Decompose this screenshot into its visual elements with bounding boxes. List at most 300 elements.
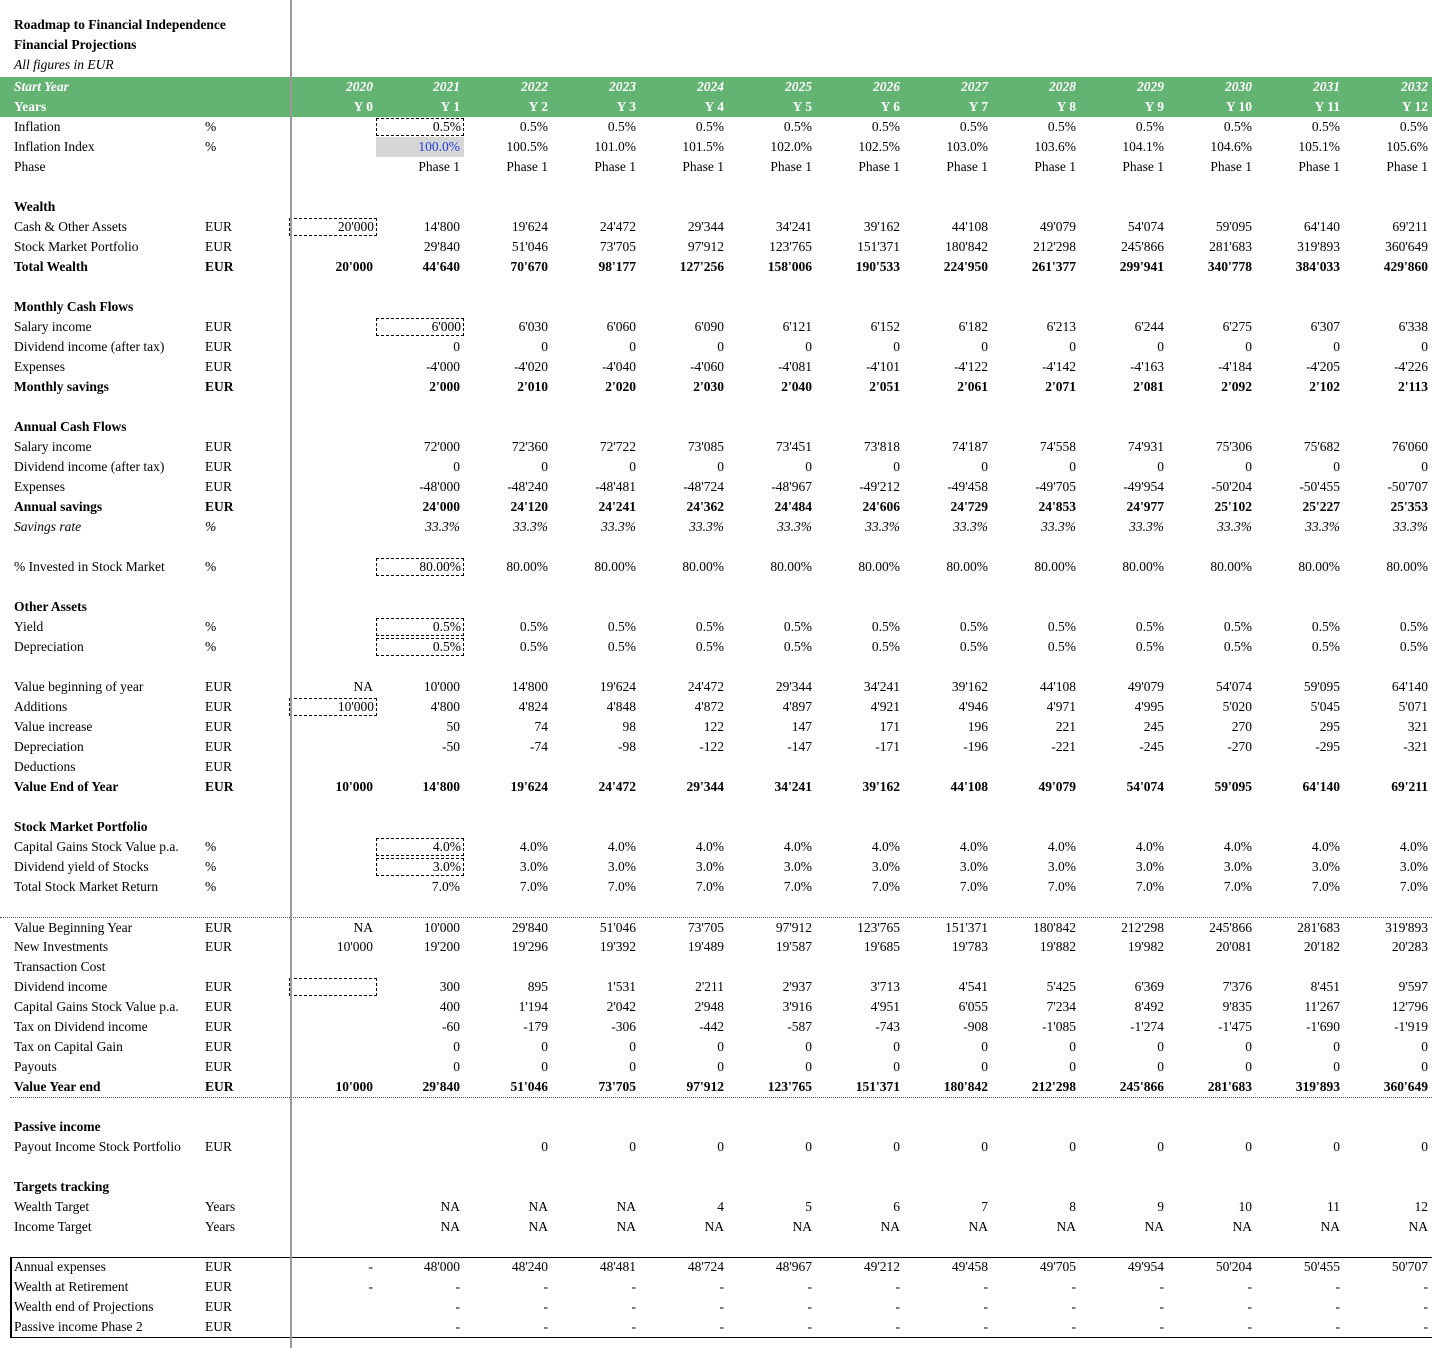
cell-2031[interactable]: 2031 xyxy=(1313,79,1340,94)
cell-2031[interactable]: 80.00% xyxy=(1298,559,1340,574)
cell-2026[interactable]: 19'685 xyxy=(863,939,900,954)
cell-2022[interactable]: -74 xyxy=(530,739,548,754)
cell-2031[interactable]: 59'095 xyxy=(1303,679,1340,694)
cell-2023[interactable]: 4'848 xyxy=(606,699,636,714)
cell-2029[interactable]: Y 9 xyxy=(1144,99,1164,114)
cell-2021[interactable]: 0 xyxy=(453,1039,460,1054)
cell-2024[interactable]: 0 xyxy=(717,1059,724,1074)
cell-2026[interactable]: -49'212 xyxy=(859,479,900,494)
cell-2023[interactable]: 101.0% xyxy=(594,139,636,154)
cell-2027[interactable]: 103.0% xyxy=(946,139,988,154)
cell-2027[interactable]: - xyxy=(983,1279,988,1294)
cell-2024[interactable]: -442 xyxy=(699,1019,724,1034)
cell-2032[interactable]: 0.5% xyxy=(1399,619,1428,634)
cell-2026[interactable]: -4'101 xyxy=(866,359,900,374)
cell-2032[interactable]: 69'211 xyxy=(1391,779,1428,794)
cell-2024[interactable]: 48'724 xyxy=(687,1259,724,1274)
cell-2028[interactable]: - xyxy=(1071,1279,1076,1294)
cell-2030[interactable]: 50'204 xyxy=(1215,1259,1252,1274)
cell-2029[interactable]: 2'081 xyxy=(1133,379,1164,394)
cell-2020[interactable]: 10'000 xyxy=(289,698,377,716)
cell-2032[interactable]: 76'060 xyxy=(1391,439,1428,454)
cell-2023[interactable]: 0.5% xyxy=(607,619,636,634)
cell-2021[interactable]: 4'800 xyxy=(430,699,460,714)
cell-2030[interactable]: 0.5% xyxy=(1223,119,1252,134)
cell-2030[interactable]: 0.5% xyxy=(1223,619,1252,634)
cell-2021[interactable]: -48'000 xyxy=(419,479,460,494)
cell-2022[interactable]: NA xyxy=(528,1219,548,1234)
cell-2025[interactable]: -147 xyxy=(787,739,812,754)
cell-2023[interactable]: 80.00% xyxy=(594,559,636,574)
cell-2023[interactable]: -48'481 xyxy=(595,479,636,494)
cell-2031[interactable]: Y 11 xyxy=(1314,99,1340,114)
cell-2028[interactable]: 0 xyxy=(1069,1059,1076,1074)
cell-2029[interactable]: 245'866 xyxy=(1119,1079,1164,1094)
cell-2029[interactable]: 3.0% xyxy=(1135,859,1164,874)
cell-2028[interactable]: 0 xyxy=(1069,1139,1076,1154)
cell-2030[interactable]: 10 xyxy=(1238,1199,1252,1214)
cell-2031[interactable]: Phase 1 xyxy=(1298,159,1340,174)
cell-2025[interactable]: 33.3% xyxy=(777,519,812,534)
cell-2021[interactable]: -4'000 xyxy=(426,359,460,374)
cell-2029[interactable]: 0 xyxy=(1157,1059,1164,1074)
cell-2022[interactable]: 3.0% xyxy=(519,859,548,874)
cell-2031[interactable]: 8'451 xyxy=(1310,979,1340,994)
cell-2027[interactable]: 7 xyxy=(981,1199,988,1214)
cell-2030[interactable]: 59'095 xyxy=(1215,219,1252,234)
cell-2022[interactable]: 72'360 xyxy=(511,439,548,454)
cell-2029[interactable]: -4'163 xyxy=(1130,359,1164,374)
cell-2028[interactable]: 33.3% xyxy=(1041,519,1076,534)
cell-2028[interactable]: 2028 xyxy=(1049,79,1076,94)
cell-2027[interactable]: 49'458 xyxy=(951,1259,988,1274)
cell-2021[interactable]: 4.0% xyxy=(376,838,464,856)
cell-2021[interactable]: 14'800 xyxy=(423,219,460,234)
cell-2030[interactable]: 5'020 xyxy=(1222,699,1252,714)
cell-2029[interactable]: 74'931 xyxy=(1127,439,1164,454)
cell-2030[interactable]: 0 xyxy=(1245,339,1252,354)
cell-2030[interactable]: 80.00% xyxy=(1210,559,1252,574)
cell-2020[interactable]: 10'000 xyxy=(335,779,373,794)
cell-2028[interactable]: 0.5% xyxy=(1047,119,1076,134)
cell-2021[interactable]: 33.3% xyxy=(425,519,460,534)
cell-2023[interactable]: 0 xyxy=(629,459,636,474)
cell-2024[interactable]: 127'256 xyxy=(679,259,724,274)
cell-2030[interactable]: 25'102 xyxy=(1214,499,1252,514)
cell-2030[interactable]: 4.0% xyxy=(1223,839,1252,854)
cell-2021[interactable]: 0 xyxy=(453,339,460,354)
cell-2027[interactable]: 6'182 xyxy=(958,319,988,334)
cell-2026[interactable]: 190'533 xyxy=(855,259,900,274)
cell-2030[interactable]: 245'866 xyxy=(1209,920,1252,935)
cell-2030[interactable]: - xyxy=(1247,1299,1252,1314)
cell-2028[interactable]: 0.5% xyxy=(1047,639,1076,654)
cell-2026[interactable]: 3'713 xyxy=(870,979,900,994)
cell-2024[interactable]: 0 xyxy=(717,1139,724,1154)
cell-2032[interactable]: -321 xyxy=(1403,739,1428,754)
cell-2031[interactable]: -4'205 xyxy=(1306,359,1340,374)
cell-2029[interactable]: 54'074 xyxy=(1126,779,1164,794)
cell-2023[interactable]: 0.5% xyxy=(607,639,636,654)
cell-2025[interactable]: 2'937 xyxy=(782,979,812,994)
cell-2026[interactable]: 4'921 xyxy=(870,699,900,714)
cell-2031[interactable]: 64'140 xyxy=(1303,219,1340,234)
cell-2027[interactable]: 74'187 xyxy=(951,439,988,454)
cell-2029[interactable]: 2029 xyxy=(1137,79,1164,94)
cell-2021[interactable]: 3.0% xyxy=(376,858,464,876)
cell-2031[interactable]: 0 xyxy=(1333,1139,1340,1154)
cell-2029[interactable]: 9 xyxy=(1157,1199,1164,1214)
cell-2024[interactable]: -4'060 xyxy=(690,359,724,374)
cell-2026[interactable]: - xyxy=(895,1319,900,1334)
cell-2023[interactable]: 0 xyxy=(629,1059,636,1074)
cell-2027[interactable]: 0 xyxy=(981,459,988,474)
cell-2030[interactable]: 0 xyxy=(1245,1059,1252,1074)
cell-2025[interactable]: -4'081 xyxy=(778,359,812,374)
cell-2021[interactable]: 29'840 xyxy=(423,239,460,254)
cell-2026[interactable]: 0.5% xyxy=(871,119,900,134)
cell-2027[interactable]: -4'122 xyxy=(954,359,988,374)
cell-2022[interactable]: 7.0% xyxy=(519,879,548,894)
cell-2029[interactable]: 4.0% xyxy=(1135,839,1164,854)
cell-2024[interactable]: 2024 xyxy=(697,79,724,94)
cell-2026[interactable]: 0.5% xyxy=(871,619,900,634)
cell-2024[interactable]: 0.5% xyxy=(695,119,724,134)
cell-2024[interactable]: 0 xyxy=(717,339,724,354)
cell-2024[interactable]: 73'705 xyxy=(687,920,724,935)
cell-2023[interactable]: 6'060 xyxy=(606,319,636,334)
cell-2021[interactable]: 100.0% xyxy=(376,137,464,157)
cell-2025[interactable]: - xyxy=(807,1279,812,1294)
cell-2025[interactable]: 2025 xyxy=(785,79,812,94)
cell-2022[interactable]: 6'030 xyxy=(518,319,548,334)
cell-2028[interactable]: 180'842 xyxy=(1033,920,1076,935)
cell-2031[interactable]: - xyxy=(1335,1279,1340,1294)
cell-2021[interactable]: -50 xyxy=(442,739,460,754)
cell-2027[interactable]: 0 xyxy=(981,1039,988,1054)
cell-2021[interactable]: NA xyxy=(440,1219,460,1234)
cell-2024[interactable]: 4 xyxy=(717,1199,724,1214)
cell-2026[interactable]: 0 xyxy=(893,339,900,354)
cell-2029[interactable]: 104.1% xyxy=(1122,139,1164,154)
cell-2026[interactable]: 4'951 xyxy=(870,999,900,1014)
cell-2022[interactable]: 0.5% xyxy=(519,619,548,634)
cell-2031[interactable]: - xyxy=(1335,1299,1340,1314)
cell-2030[interactable]: 7'376 xyxy=(1222,979,1252,994)
cell-2031[interactable]: 11'267 xyxy=(1304,999,1340,1014)
cell-2027[interactable]: 44'108 xyxy=(950,779,988,794)
cell-2028[interactable]: 212'298 xyxy=(1033,239,1076,254)
cell-2031[interactable]: - xyxy=(1335,1319,1340,1334)
cell-2021[interactable]: -60 xyxy=(442,1019,460,1034)
cell-2030[interactable]: -4'184 xyxy=(1218,359,1252,374)
cell-2027[interactable]: 7.0% xyxy=(959,879,988,894)
cell-2032[interactable]: 12'796 xyxy=(1391,999,1428,1014)
cell-2030[interactable]: -1'475 xyxy=(1218,1019,1252,1034)
cell-2028[interactable]: 8 xyxy=(1069,1199,1076,1214)
cell-2026[interactable]: 2'051 xyxy=(869,379,900,394)
cell-2030[interactable]: 7.0% xyxy=(1223,879,1252,894)
cell-2021[interactable]: 2'000 xyxy=(429,379,460,394)
cell-2025[interactable]: 0 xyxy=(805,459,812,474)
cell-2026[interactable]: 3.0% xyxy=(871,859,900,874)
cell-2022[interactable]: -179 xyxy=(523,1019,548,1034)
cell-2026[interactable]: 0 xyxy=(893,1139,900,1154)
cell-2025[interactable]: 6'121 xyxy=(782,319,812,334)
cell-2028[interactable]: NA xyxy=(1056,1219,1076,1234)
cell-2027[interactable]: 196 xyxy=(967,719,988,734)
cell-2020[interactable]: - xyxy=(368,1279,373,1294)
cell-2030[interactable]: - xyxy=(1247,1279,1252,1294)
cell-2028[interactable]: Y 8 xyxy=(1056,99,1076,114)
cell-2023[interactable]: 0.5% xyxy=(607,119,636,134)
cell-2030[interactable]: 340'778 xyxy=(1207,259,1252,274)
cell-2021[interactable]: 14'800 xyxy=(422,779,460,794)
cell-2028[interactable]: - xyxy=(1071,1299,1076,1314)
cell-2025[interactable]: 4.0% xyxy=(783,839,812,854)
cell-2024[interactable]: 33.3% xyxy=(689,519,724,534)
cell-2031[interactable]: 7.0% xyxy=(1311,879,1340,894)
cell-2032[interactable]: - xyxy=(1423,1299,1428,1314)
cell-2029[interactable]: NA xyxy=(1144,1219,1164,1234)
cell-2032[interactable]: 3.0% xyxy=(1399,859,1428,874)
cell-2032[interactable]: 429'860 xyxy=(1383,259,1428,274)
cell-2028[interactable]: 24'853 xyxy=(1038,499,1076,514)
cell-2028[interactable]: 4'971 xyxy=(1046,699,1076,714)
cell-2022[interactable]: - xyxy=(543,1319,548,1334)
cell-2020[interactable] xyxy=(289,978,377,996)
cell-2027[interactable]: 2027 xyxy=(961,79,988,94)
cell-2025[interactable]: 123'765 xyxy=(767,1079,812,1094)
cell-2030[interactable]: 6'275 xyxy=(1222,319,1252,334)
cell-2020[interactable]: 20'000 xyxy=(289,218,377,236)
cell-2024[interactable]: 19'489 xyxy=(687,939,724,954)
cell-2029[interactable]: 6'244 xyxy=(1134,319,1164,334)
cell-2026[interactable]: 0 xyxy=(893,1059,900,1074)
cell-2031[interactable]: NA xyxy=(1320,1219,1340,1234)
cell-2031[interactable]: 0.5% xyxy=(1311,119,1340,134)
cell-2021[interactable]: 48'000 xyxy=(423,1259,460,1274)
cell-2022[interactable]: 0 xyxy=(541,339,548,354)
cell-2024[interactable]: 2'211 xyxy=(695,979,724,994)
cell-2026[interactable]: 6 xyxy=(893,1199,900,1214)
cell-2032[interactable]: 0 xyxy=(1421,339,1428,354)
cell-2030[interactable]: 281'683 xyxy=(1207,1079,1252,1094)
cell-2032[interactable]: 6'338 xyxy=(1398,319,1428,334)
cell-2022[interactable]: - xyxy=(543,1299,548,1314)
cell-2028[interactable]: 49'079 xyxy=(1039,219,1076,234)
cell-2023[interactable]: 0 xyxy=(629,339,636,354)
cell-2021[interactable]: 0.5% xyxy=(376,118,464,136)
cell-2030[interactable]: 0 xyxy=(1245,1139,1252,1154)
cell-2030[interactable]: 3.0% xyxy=(1223,859,1252,874)
cell-2031[interactable]: 105.1% xyxy=(1298,139,1340,154)
cell-2021[interactable]: 7.0% xyxy=(431,879,460,894)
cell-2022[interactable]: 895 xyxy=(527,979,548,994)
cell-2027[interactable]: 80.00% xyxy=(946,559,988,574)
cell-2032[interactable]: 0.5% xyxy=(1399,119,1428,134)
cell-2022[interactable]: -48'240 xyxy=(507,479,548,494)
cell-2027[interactable]: 4'946 xyxy=(958,699,988,714)
cell-2020[interactable]: 2020 xyxy=(346,79,373,94)
cell-2023[interactable]: 19'624 xyxy=(599,679,636,694)
cell-2028[interactable]: 221 xyxy=(1055,719,1076,734)
cell-2026[interactable]: 73'818 xyxy=(863,439,900,454)
cell-2026[interactable]: 39'162 xyxy=(863,219,900,234)
cell-2030[interactable]: 33.3% xyxy=(1217,519,1252,534)
cell-2023[interactable]: 0 xyxy=(629,1139,636,1154)
cell-2026[interactable]: 24'606 xyxy=(862,499,900,514)
cell-2026[interactable]: Y 6 xyxy=(880,99,900,114)
cell-2025[interactable]: 24'484 xyxy=(774,499,812,514)
cell-2031[interactable]: 20'182 xyxy=(1303,939,1340,954)
cell-2028[interactable]: 49'705 xyxy=(1039,1259,1076,1274)
cell-2031[interactable]: 319'893 xyxy=(1295,1079,1340,1094)
cell-2032[interactable]: 20'283 xyxy=(1391,939,1428,954)
cell-2022[interactable]: Y 2 xyxy=(528,99,548,114)
cell-2023[interactable]: - xyxy=(631,1299,636,1314)
cell-2025[interactable]: -587 xyxy=(787,1019,812,1034)
cell-2022[interactable]: - xyxy=(543,1279,548,1294)
cell-2025[interactable]: 5 xyxy=(805,1199,812,1214)
cell-2023[interactable]: 19'392 xyxy=(599,939,636,954)
cell-2031[interactable]: 3.0% xyxy=(1311,859,1340,874)
cell-2028[interactable]: -221 xyxy=(1051,739,1076,754)
cell-2027[interactable]: - xyxy=(983,1319,988,1334)
cell-2025[interactable]: 0 xyxy=(805,1059,812,1074)
cell-2028[interactable]: 44'108 xyxy=(1039,679,1076,694)
cell-2022[interactable]: 0 xyxy=(541,459,548,474)
cell-2025[interactable]: 123'765 xyxy=(769,239,812,254)
cell-2025[interactable]: - xyxy=(807,1319,812,1334)
cell-2032[interactable]: 319'893 xyxy=(1385,920,1428,935)
cell-2026[interactable]: 151'371 xyxy=(857,239,900,254)
cell-2031[interactable]: 0.5% xyxy=(1311,619,1340,634)
cell-2024[interactable]: 24'362 xyxy=(686,499,724,514)
cell-2022[interactable]: 24'120 xyxy=(510,499,548,514)
cell-2029[interactable]: 54'074 xyxy=(1127,219,1164,234)
cell-2024[interactable]: 101.5% xyxy=(682,139,724,154)
cell-2029[interactable]: 80.00% xyxy=(1122,559,1164,574)
cell-2032[interactable]: 105.6% xyxy=(1386,139,1428,154)
cell-2021[interactable]: 10'000 xyxy=(423,679,460,694)
cell-2027[interactable]: Phase 1 xyxy=(946,159,988,174)
cell-2026[interactable]: 33.3% xyxy=(865,519,900,534)
cell-2024[interactable]: 2'948 xyxy=(694,999,724,1014)
cell-2029[interactable]: 49'954 xyxy=(1127,1259,1164,1274)
cell-2032[interactable]: 0.5% xyxy=(1399,639,1428,654)
cell-2023[interactable]: 98'177 xyxy=(598,259,636,274)
cell-2029[interactable]: - xyxy=(1159,1299,1164,1314)
cell-2031[interactable]: -295 xyxy=(1315,739,1340,754)
cell-2028[interactable]: -4'142 xyxy=(1042,359,1076,374)
cell-2032[interactable]: 0 xyxy=(1421,1059,1428,1074)
cell-2027[interactable]: NA xyxy=(968,1219,988,1234)
cell-2027[interactable]: 0.5% xyxy=(959,119,988,134)
cell-2023[interactable]: NA xyxy=(616,1199,636,1214)
cell-2026[interactable]: Phase 1 xyxy=(858,159,900,174)
cell-2031[interactable]: 50'455 xyxy=(1303,1259,1340,1274)
cell-2027[interactable]: 19'783 xyxy=(951,939,988,954)
cell-2031[interactable]: 0 xyxy=(1333,459,1340,474)
cell-2022[interactable]: 4'824 xyxy=(518,699,548,714)
cell-2025[interactable]: 102.0% xyxy=(770,139,812,154)
cell-2026[interactable]: 102.5% xyxy=(858,139,900,154)
cell-2030[interactable]: 2030 xyxy=(1225,79,1252,94)
cell-2026[interactable]: 2026 xyxy=(873,79,900,94)
cell-2021[interactable]: 44'640 xyxy=(422,259,460,274)
cell-2029[interactable]: 49'079 xyxy=(1127,679,1164,694)
cell-2023[interactable]: Y 3 xyxy=(616,99,636,114)
cell-2024[interactable]: Phase 1 xyxy=(682,159,724,174)
cell-2028[interactable]: 103.6% xyxy=(1034,139,1076,154)
cell-2030[interactable]: 270 xyxy=(1231,719,1252,734)
cell-2028[interactable]: 212'298 xyxy=(1031,1079,1076,1094)
cell-2028[interactable]: 74'558 xyxy=(1039,439,1076,454)
cell-2028[interactable]: -49'705 xyxy=(1035,479,1076,494)
cell-2025[interactable]: 0.5% xyxy=(783,619,812,634)
cell-2031[interactable]: 0 xyxy=(1333,1039,1340,1054)
cell-2030[interactable]: 54'074 xyxy=(1215,679,1252,694)
cell-2021[interactable]: - xyxy=(455,1319,460,1334)
cell-2021[interactable]: 300 xyxy=(439,979,460,994)
cell-2026[interactable]: 0 xyxy=(893,1039,900,1054)
cell-2021[interactable]: 10'000 xyxy=(423,920,460,935)
cell-2026[interactable]: NA xyxy=(880,1219,900,1234)
cell-2025[interactable]: 158'006 xyxy=(767,259,812,274)
cell-2024[interactable]: 0.5% xyxy=(695,619,724,634)
cell-2023[interactable]: 0 xyxy=(629,1039,636,1054)
cell-2020[interactable]: Y 0 xyxy=(353,99,373,114)
cell-2029[interactable]: 0 xyxy=(1157,339,1164,354)
cell-2020[interactable]: - xyxy=(368,1259,373,1274)
cell-2029[interactable]: 7.0% xyxy=(1135,879,1164,894)
cell-2027[interactable]: 44'108 xyxy=(951,219,988,234)
cell-2026[interactable]: 151'371 xyxy=(855,1079,900,1094)
cell-2022[interactable]: 14'800 xyxy=(511,679,548,694)
cell-2029[interactable]: 24'977 xyxy=(1126,499,1164,514)
cell-2023[interactable]: 2'020 xyxy=(605,379,636,394)
cell-2027[interactable]: 0.5% xyxy=(959,619,988,634)
cell-2031[interactable]: 0.5% xyxy=(1311,639,1340,654)
cell-2023[interactable]: -4'040 xyxy=(602,359,636,374)
cell-2022[interactable]: 51'046 xyxy=(511,239,548,254)
cell-2021[interactable]: 0.5% xyxy=(376,618,464,636)
cell-2023[interactable]: -98 xyxy=(618,739,636,754)
cell-2032[interactable]: 0 xyxy=(1421,1039,1428,1054)
cell-2022[interactable]: 0 xyxy=(541,1059,548,1074)
cell-2027[interactable]: -908 xyxy=(963,1019,988,1034)
cell-2023[interactable]: 3.0% xyxy=(607,859,636,874)
cell-2031[interactable]: 384'033 xyxy=(1295,259,1340,274)
cell-2029[interactable]: 6'369 xyxy=(1134,979,1164,994)
cell-2023[interactable]: 48'481 xyxy=(599,1259,636,1274)
cell-2029[interactable]: -1'274 xyxy=(1130,1019,1164,1034)
cell-2023[interactable]: - xyxy=(631,1279,636,1294)
cell-2029[interactable]: Phase 1 xyxy=(1122,159,1164,174)
cell-2032[interactable]: 5'071 xyxy=(1398,699,1428,714)
cell-2032[interactable]: 12 xyxy=(1414,1199,1428,1214)
cell-2027[interactable]: 0 xyxy=(981,1059,988,1074)
cell-2027[interactable]: 6'055 xyxy=(958,999,988,1014)
cell-2032[interactable]: -1'919 xyxy=(1394,1019,1428,1034)
cell-2030[interactable]: -50'204 xyxy=(1211,479,1252,494)
cell-2031[interactable]: -50'455 xyxy=(1299,479,1340,494)
cell-2023[interactable]: 24'472 xyxy=(599,219,636,234)
cell-2022[interactable]: 48'240 xyxy=(511,1259,548,1274)
cell-2028[interactable]: 7'234 xyxy=(1046,999,1076,1014)
cell-2030[interactable]: Y 10 xyxy=(1225,99,1252,114)
